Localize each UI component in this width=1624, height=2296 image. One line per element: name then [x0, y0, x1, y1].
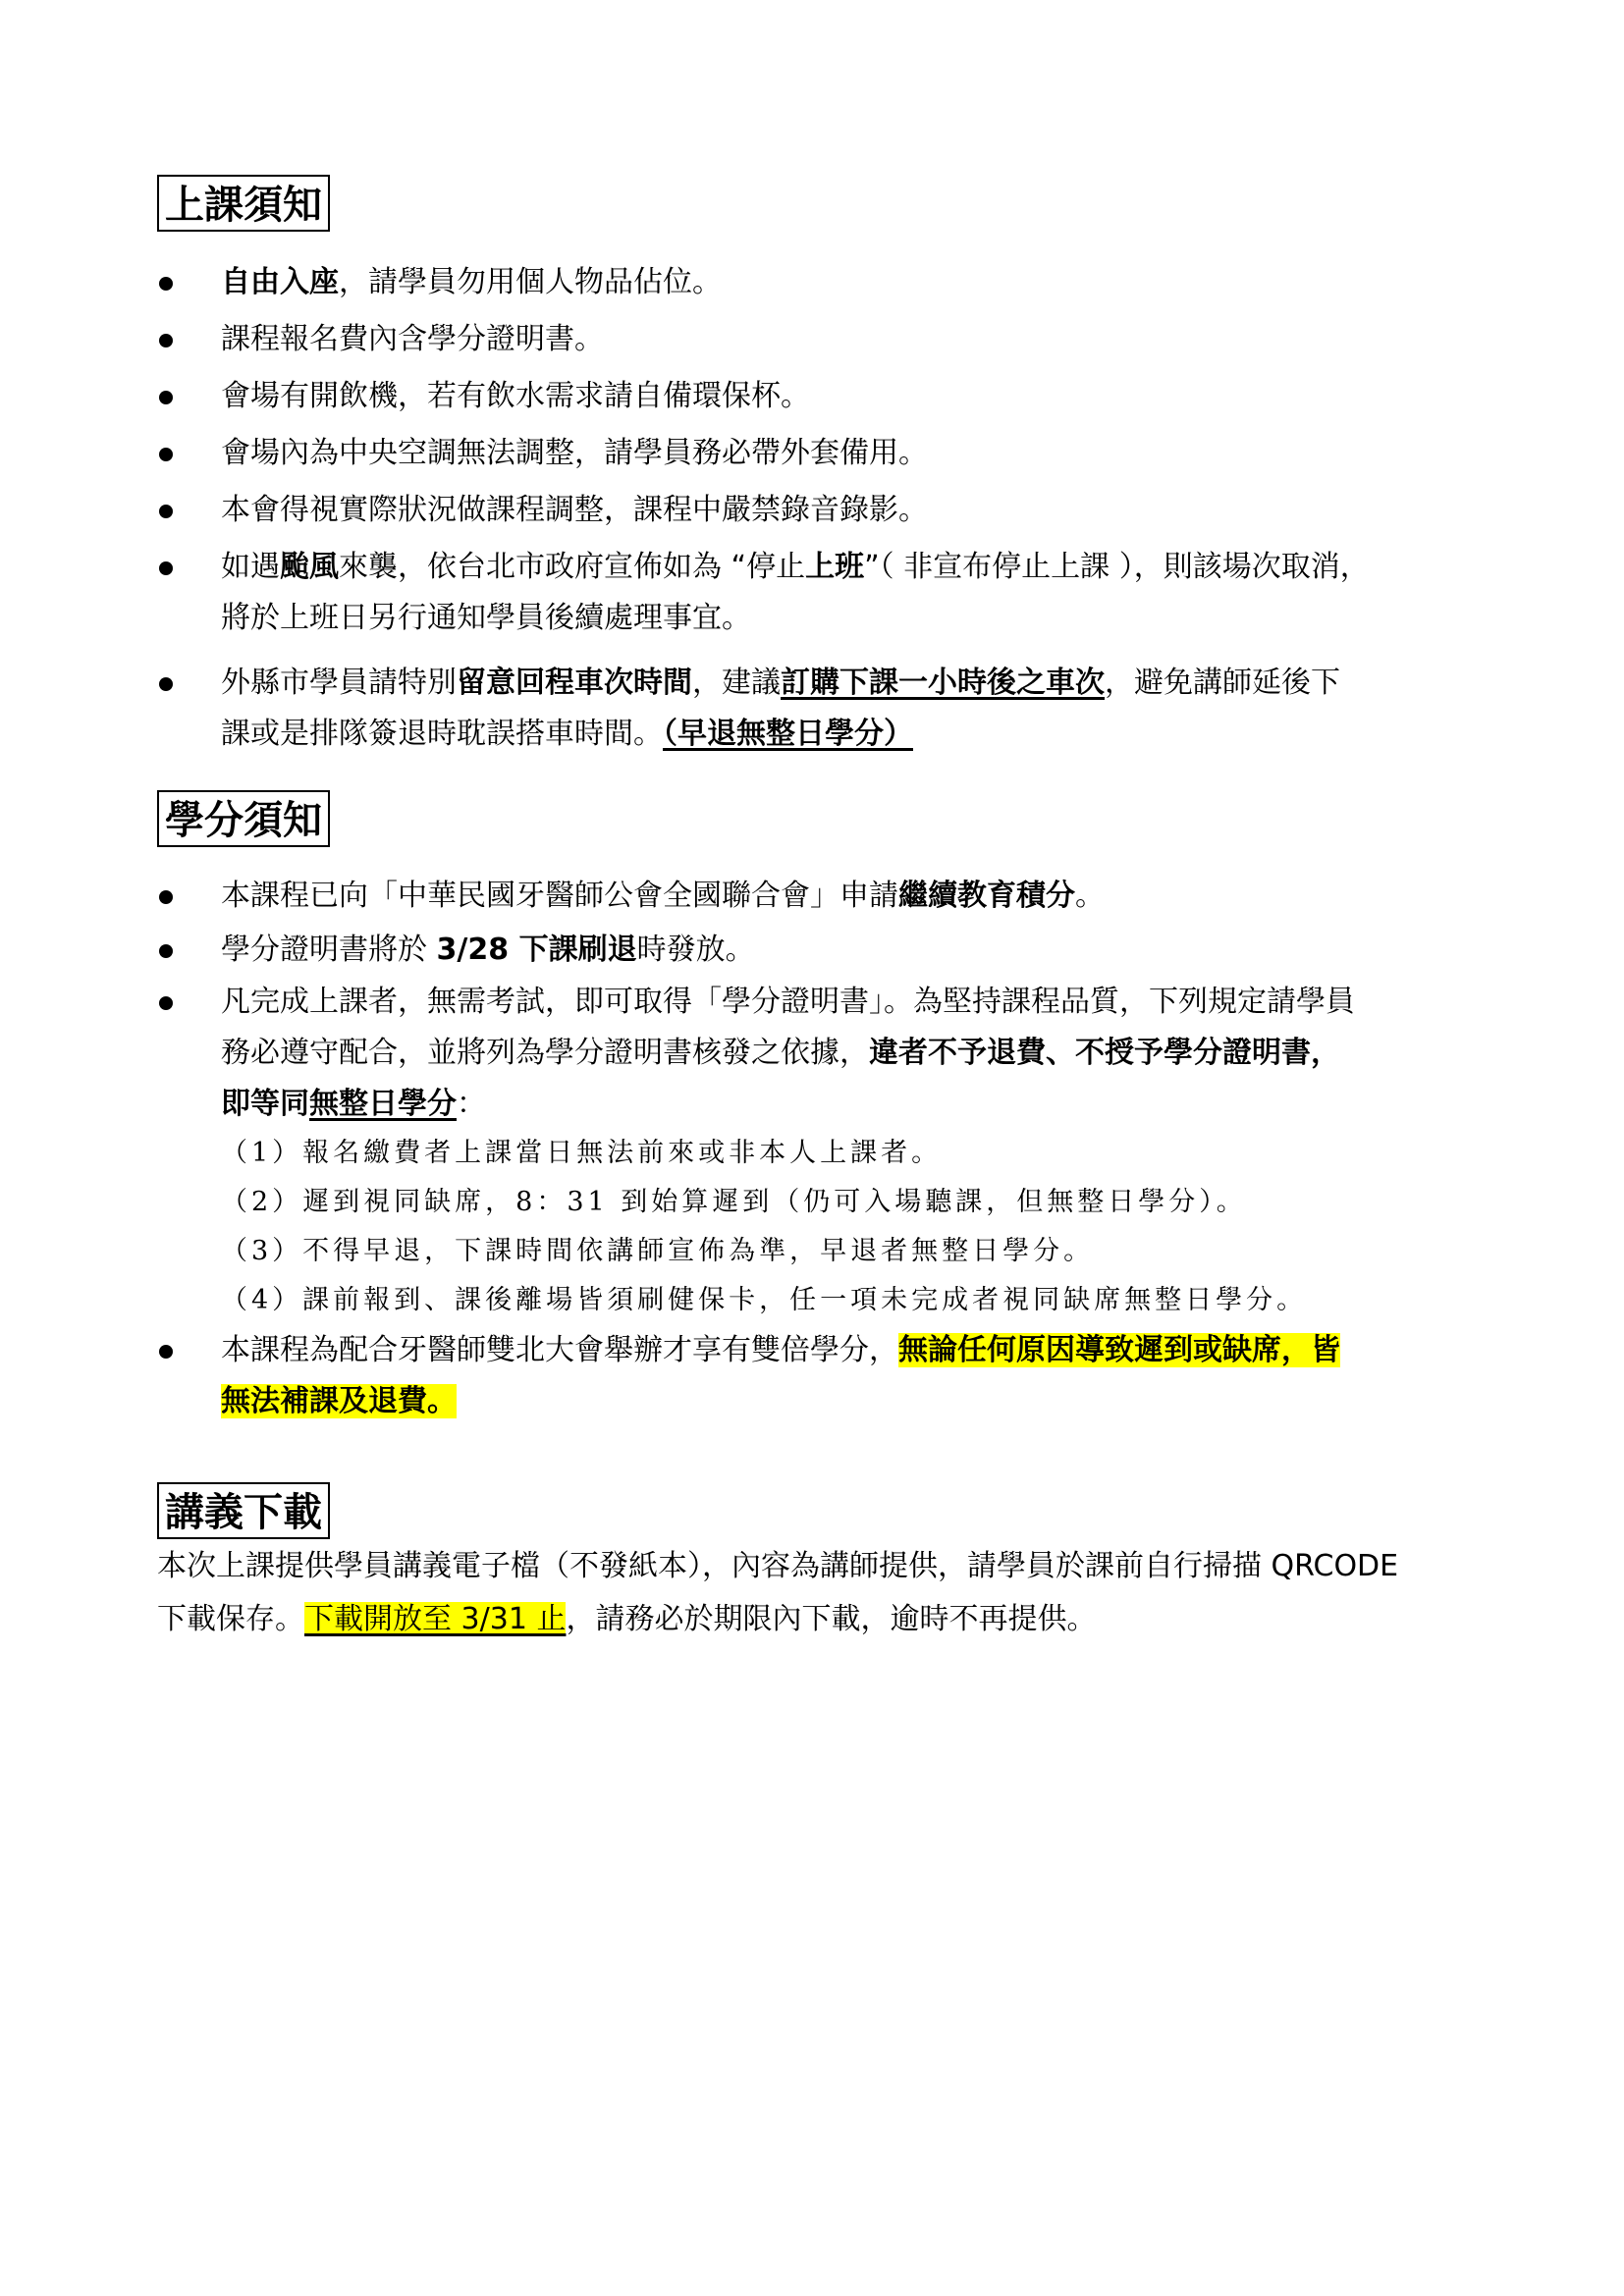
- credit-rule-2: （2）遲到視同缺席，8：31 到始算遲到（仍可入場聽課，但無整日學分）。: [221, 1187, 1247, 1217]
- notice-item-5: 本會得視實際狀況做課程調整，課程中嚴禁錄音錄影。: [221, 493, 928, 527]
- download-line-1: 本次上課提供學員講義電子檔（不發紙本），內容為講師提供，請學員於課前自行掃描 QRCODE: [157, 1549, 1399, 1583]
- download-line-2: 下載保存。下載開放至 3/31 止，請務必於期限內下載，逾時不再提供。: [157, 1602, 1097, 1636]
- bullet: [159, 391, 173, 404]
- credit-rule-3: （3）不得早退，下課時間依講師宣佈為準，早退者無整日學分。: [221, 1236, 1095, 1266]
- credit-item-3-cont2: 即等同無整日學分：: [221, 1087, 486, 1121]
- credit-item-3-cont1: 務必遵守配合，並將列為學分證明書核發之依據，違者不予退費、不授予學分證明書，: [221, 1036, 1340, 1070]
- bullet: [159, 677, 173, 691]
- bullet: [159, 561, 173, 575]
- notice-item-6-cont: 將於上班日另行通知學員後續處理事宜。: [221, 601, 751, 635]
- credit-item-2: 學分證明書將於 3/28 下課刷退時發放。: [221, 933, 755, 967]
- section-heading-download: 講義下載: [157, 1482, 330, 1539]
- bullet: [159, 277, 173, 291]
- section-heading-notice: 上課須知: [157, 175, 330, 232]
- credit-item-4: 本課程為配合牙醫師雙北大會舉辦才享有雙倍學分，無論任何原因導致遲到或缺席，皆: [221, 1333, 1340, 1367]
- notice-item-7: 外縣市學員請特別留意回程車次時間，建議訂購下課一小時後之車次，避免講師延後下: [221, 666, 1340, 700]
- bullet: [159, 334, 173, 347]
- notice-item-4: 會場內為中央空調無法調整，請學員務必帶外套備用。: [221, 436, 928, 470]
- section-heading-credit: 學分須知: [157, 790, 330, 847]
- download-deadline: 下載開放至 3/31 止: [304, 1602, 567, 1636]
- credit-item-3: 凡完成上課者，無需考試，即可取得「學分證明書」。為堅持課程品質，下列規定請學員: [221, 985, 1355, 1019]
- bullet: [159, 448, 173, 461]
- notice-item-2: 課程報名費內含學分證明書。: [221, 322, 604, 356]
- credit-rule-1: （1）報名繳費者上課當日無法前來或非本人上課者。: [221, 1138, 943, 1168]
- bullet: [159, 944, 173, 958]
- notice-item-1: 自由入座，請學員勿用個人物品佔位。: [221, 265, 722, 299]
- credit-item-1: 本課程已向「中華民國牙醫師公會全國聯合會」申請繼續教育積分。: [221, 879, 1105, 913]
- bullet: [159, 1345, 173, 1359]
- bullet: [159, 505, 173, 518]
- notice-item-7-cont: 課或是排隊簽退時耽誤搭車時間。（早退無整日學分）: [221, 717, 913, 751]
- notice-item-6: 如遇颱風來襲，依台北市政府宣佈如為 “停止上班”（ 非宣布停止上課 ），則該場次取消，: [221, 550, 1370, 584]
- notice-item-3: 會場有開飲機，若有飲水需求請自備環保杯。: [221, 379, 810, 413]
- bullet: [159, 996, 173, 1010]
- credit-item-4-cont: 無法補課及退費。: [221, 1384, 457, 1418]
- bullet: [159, 890, 173, 904]
- credit-rule-4: （4）課前報到、課後離場皆須刷健保卡，任一項未完成者視同缺席無整日學分。: [221, 1285, 1308, 1315]
